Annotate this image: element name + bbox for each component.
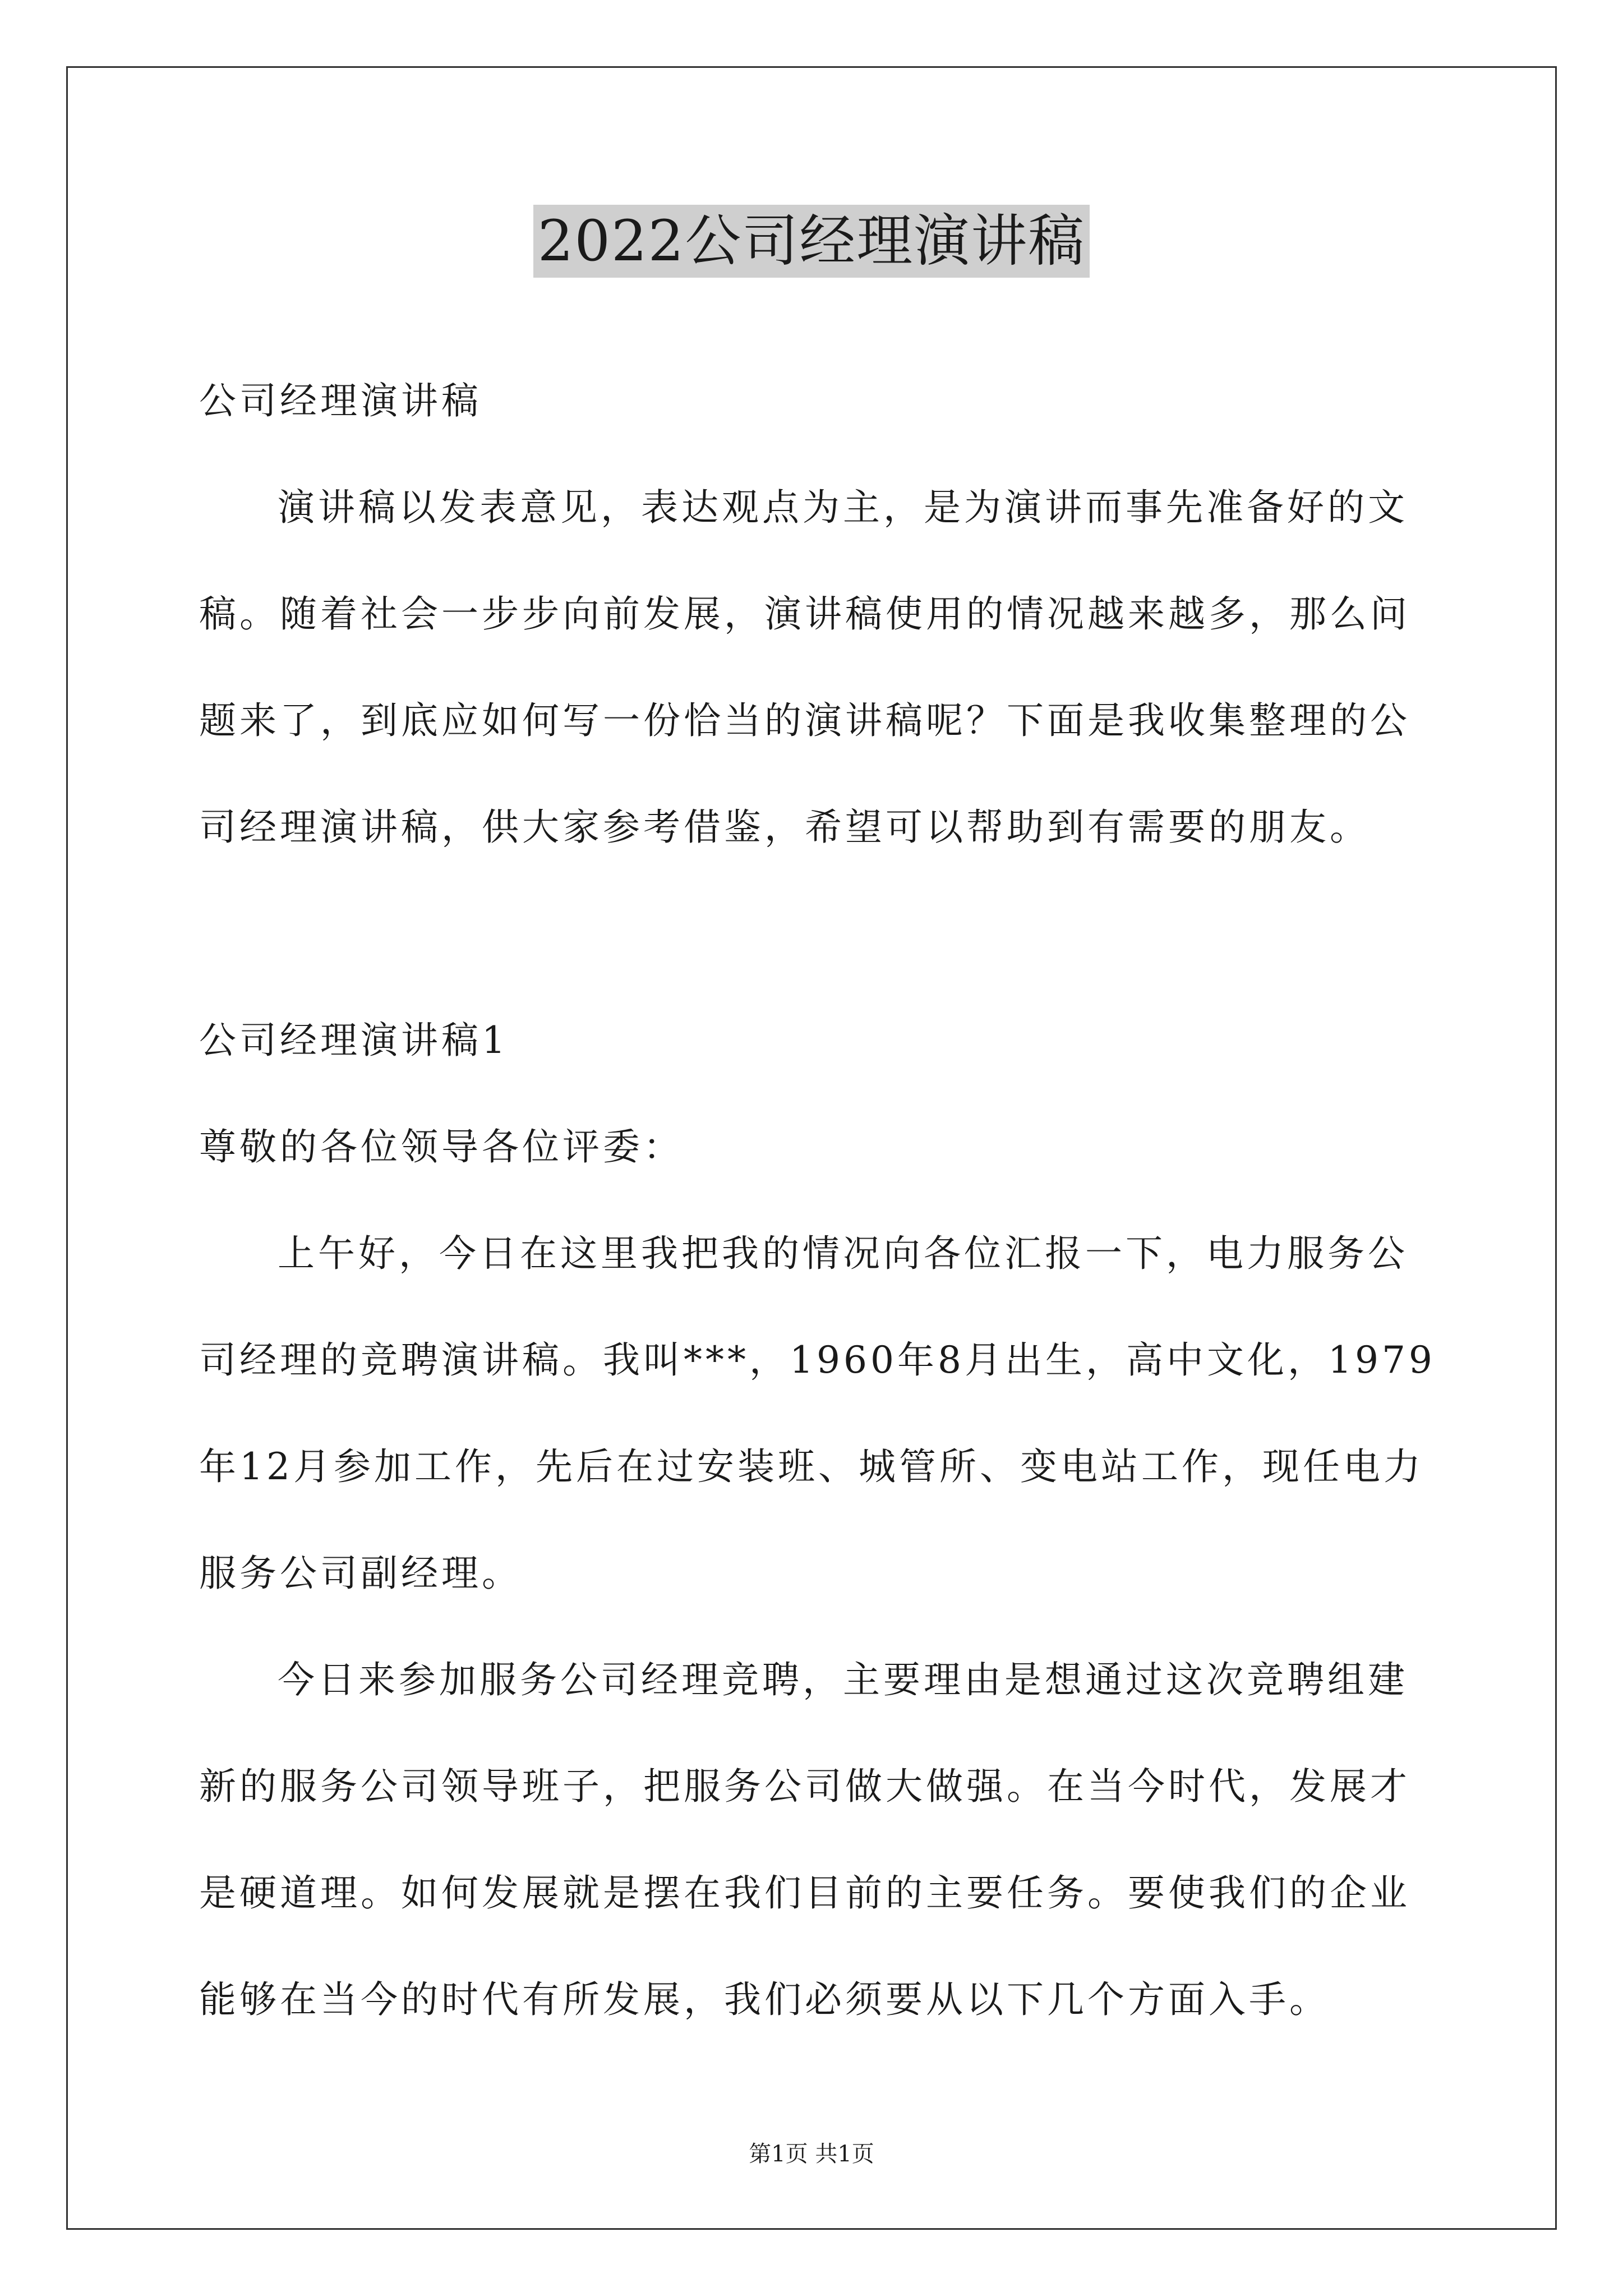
paragraph-line: 题来了，到底应如何写一份恰当的演讲稿呢？下面是我收集整理的公	[199, 699, 1410, 742]
paragraph-gap	[199, 881, 1433, 987]
section-heading: 公司经理演讲稿1	[199, 1019, 509, 1062]
document-body	[199, 348, 1436, 2053]
paragraph-line: 年12月参加工作，先后在过安装班、城管所、变电站工作，现任电力	[199, 1445, 1424, 1488]
paragraph-line: 今日来参加服务公司经理竞聘，主要理由是想通过这次竞聘组建	[278, 1658, 1408, 1701]
document-title: 2022公司经理演讲稿	[533, 205, 1090, 278]
page-footer: 第1页 共1页	[749, 2141, 874, 2167]
paragraph-line: 新的服务公司领导班子，把服务公司做大做强。在当今时代，发展才	[199, 1765, 1410, 1808]
title-container	[0, 205, 1623, 278]
salutation: 尊敬的各位领导各位评委：	[199, 1125, 684, 1168]
paragraph-line: 上午好，今日在这里我把我的情况向各位汇报一下，电力服务公	[278, 1232, 1408, 1275]
paragraph-line: 稿。随着社会一步步向前发展，演讲稿使用的情况越来越多，那么问	[199, 592, 1410, 636]
paragraph-line: 能够在当今的时代有所发展，我们必须要从以下几个方面入手。	[199, 1978, 1330, 2021]
paragraph-line: 服务公司副经理。	[199, 1552, 522, 1595]
paragraph-line: 司经理演讲稿，供大家参考借鉴，希望可以帮助到有需要的朋友。	[199, 806, 1370, 849]
paragraph-line: 是硬道理。如何发展就是摆在我们目前的主要任务。要使我们的企业	[199, 1871, 1410, 1915]
section-heading: 公司经理演讲稿	[199, 379, 482, 422]
paragraph-line: 司经理的竞聘演讲稿。我叫***，1960年8月出生，高中文化，1979	[199, 1338, 1436, 1382]
paragraph-line: 演讲稿以发表意见，表达观点为主，是为演讲而事先准备好的文	[278, 486, 1408, 529]
